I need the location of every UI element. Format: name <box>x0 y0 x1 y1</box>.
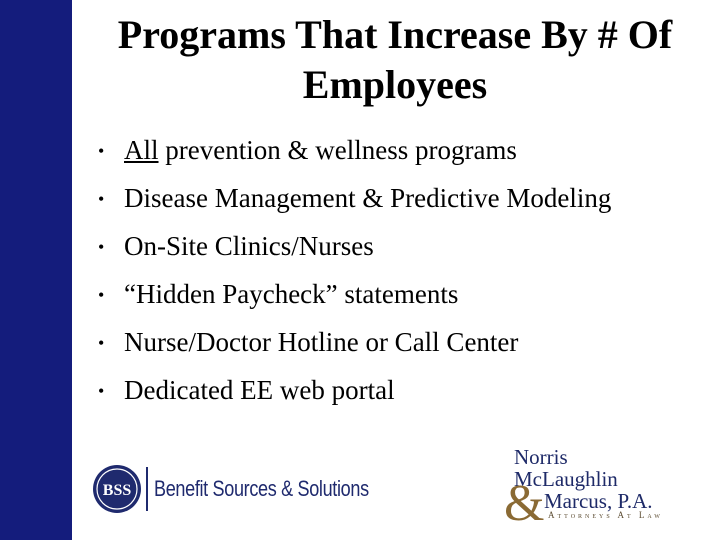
bss-seal-icon <box>92 464 142 514</box>
nmm-logo <box>504 445 698 532</box>
nmm-subtitle: Attorneys At Law <box>548 510 663 520</box>
bullet-dot-icon: • <box>98 333 105 353</box>
bullet-dot-icon: • <box>98 141 105 161</box>
bss-name: Benefit Sources & Solutions <box>154 476 369 501</box>
bullet-text: Dedicated EE web portal <box>124 375 395 405</box>
bss-seal-letters: BSS <box>102 482 132 499</box>
nmm-line-3: Marcus, P.A. <box>544 489 653 513</box>
bullet-text: On-Site Clinics/Nurses <box>124 231 374 261</box>
bullet-item <box>96 132 611 180</box>
bullet-list <box>96 132 611 420</box>
nmm-line-2: McLaughlin <box>514 467 618 491</box>
nmm-line-1: Norris <box>514 445 568 469</box>
bullet-item <box>96 276 611 324</box>
bullet-item <box>96 372 611 420</box>
bullet-dot-icon: • <box>98 381 105 401</box>
bullet-text: Nurse/Doctor Hotline or Call Center <box>124 327 519 357</box>
bullet-item <box>96 324 611 372</box>
slide-title: Programs That Increase By # Of Employees <box>117 12 673 107</box>
bullet-emphasis: All <box>124 135 159 165</box>
bullet-item <box>96 228 611 276</box>
bullet-text: Disease Management & Predictive Modeling <box>124 183 612 213</box>
left-accent-bar <box>0 0 72 540</box>
bullet-text: “Hidden Paycheck” statements <box>124 279 459 309</box>
bullet-dot-icon: • <box>98 237 105 257</box>
bullet-item <box>96 180 611 228</box>
bss-logo <box>92 462 416 516</box>
bss-divider <box>146 467 148 511</box>
nmm-ampersand-icon: & <box>504 475 545 532</box>
bullet-dot-icon: • <box>98 285 105 305</box>
bullet-text: prevention & wellness programs <box>158 135 517 165</box>
bullet-dot-icon: • <box>98 189 105 209</box>
